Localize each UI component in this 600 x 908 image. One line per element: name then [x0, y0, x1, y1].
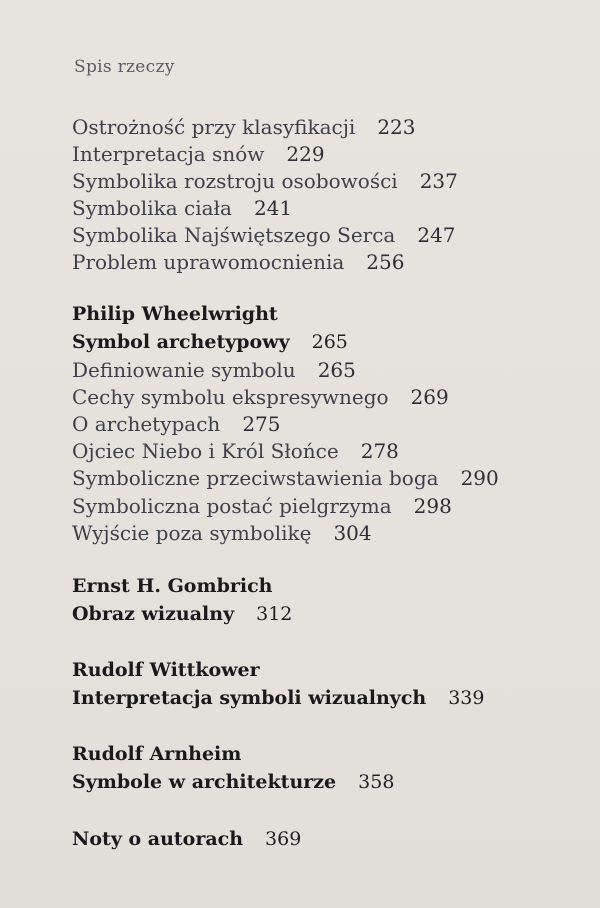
toc-entry-title: O archetypach — [72, 412, 221, 436]
toc-entry-page: 247 — [417, 223, 456, 247]
toc-entry — [72, 252, 404, 272]
toc-entry — [72, 441, 399, 461]
toc-entry-title: Symbolika ciała — [72, 196, 232, 220]
toc-entry-page: 290 — [460, 466, 499, 490]
toc-entry-page: 223 — [377, 115, 416, 139]
essay-title: Symbol archetypowy — [72, 331, 290, 353]
toc-entry-page: 278 — [360, 439, 399, 463]
toc-entry-title: Interpretacja snów — [72, 142, 265, 166]
toc-entry-page: 265 — [317, 358, 356, 382]
essay-page: 312 — [256, 603, 293, 625]
author-name: Rudolf Wittkower — [72, 659, 260, 681]
notes-page: 369 — [265, 828, 302, 850]
toc-entry — [72, 171, 458, 191]
toc-entry — [72, 387, 449, 407]
essay-title: Obraz wizualny — [72, 603, 235, 625]
essay-title-entry — [72, 689, 484, 708]
toc-entry — [72, 144, 325, 164]
notes-title: Noty o autorach — [72, 828, 244, 850]
toc-entry — [72, 496, 452, 516]
toc-entry — [72, 117, 416, 137]
essay-title-entry — [72, 773, 394, 792]
toc-entry-title: Ojciec Niebo i Król Słońce — [72, 439, 339, 463]
toc-entry-page: 275 — [242, 412, 281, 436]
toc-entry-title: Ostrożność przy klasyfikacji — [72, 115, 356, 139]
toc-entry-page: 304 — [333, 521, 372, 545]
toc-entry-page: 241 — [253, 196, 293, 220]
toc-entry-title: Symboliczne przeciwstawienia boga — [72, 466, 439, 490]
essay-title: Interpretacja symboli wizualnych — [72, 687, 427, 709]
essay-page: 339 — [448, 687, 485, 709]
toc-entry-title: Problem uprawomocnienia — [72, 250, 345, 274]
toc-entry-title: Definiowanie symbolu — [72, 358, 296, 382]
toc-entry — [72, 198, 292, 218]
essay-title: Symbole w architekturze — [72, 771, 337, 793]
toc-entry-title: Wyjście poza symbolikę — [72, 521, 312, 545]
toc-entry — [72, 468, 499, 488]
toc-entry-page: 237 — [419, 169, 458, 193]
notes-entry — [72, 830, 301, 849]
toc-entry — [72, 414, 281, 434]
essay-page: 265 — [311, 331, 348, 353]
toc-entry-page: 269 — [410, 385, 449, 409]
author-name: Philip Wheelwright — [72, 303, 278, 325]
toc-entry — [72, 523, 372, 543]
essay-title-entry — [72, 605, 292, 624]
essay-page: 358 — [358, 771, 395, 793]
author-name: Rudolf Arnheim — [72, 743, 242, 765]
author-name: Ernst H. Gombrich — [72, 575, 273, 597]
toc-entry-title: Symboliczna postać pielgrzyma — [72, 494, 392, 518]
essay-title-entry — [72, 333, 348, 352]
toc-entry-title: Symbolika Najświętszego Serca — [72, 223, 396, 247]
toc-entry — [72, 225, 456, 245]
toc-entry-page: 229 — [286, 142, 325, 166]
toc-entry-title: Symbolika rozstroju osobowości — [72, 169, 398, 193]
toc-entry-title: Cechy symbolu ekspresywnego — [72, 385, 389, 409]
toc-entry-page: 256 — [366, 250, 405, 274]
contents-heading: Spis rzeczy — [74, 57, 175, 77]
toc-entry — [72, 360, 356, 380]
toc-entry-page: 298 — [413, 494, 452, 518]
